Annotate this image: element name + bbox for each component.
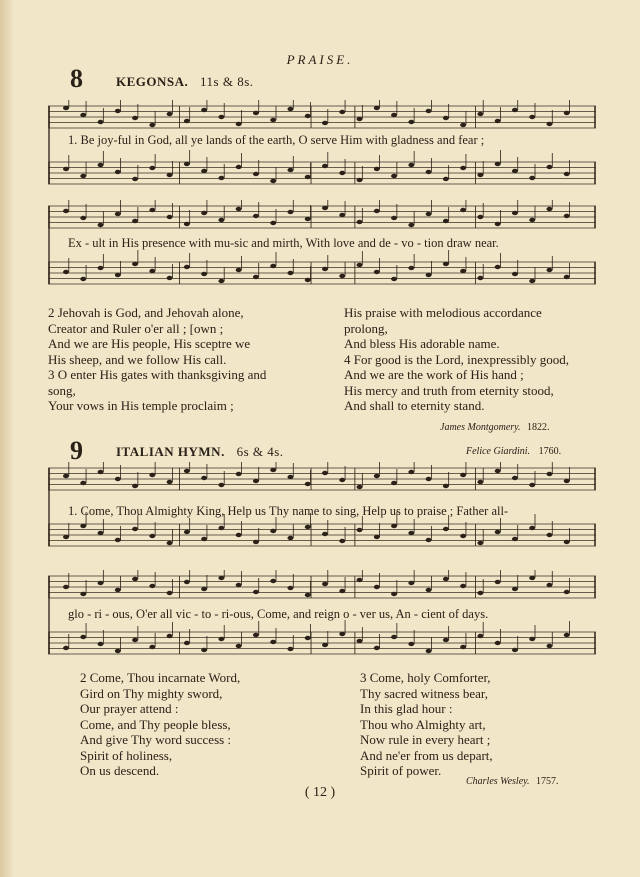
note-head xyxy=(98,581,104,585)
note-head xyxy=(149,208,155,212)
note-head xyxy=(391,174,397,178)
note-head xyxy=(426,273,432,277)
note-head xyxy=(253,111,259,115)
verse-line: Spirit of power. xyxy=(360,763,442,778)
note-head xyxy=(149,473,155,477)
note-head xyxy=(322,267,328,271)
note-head xyxy=(546,268,552,272)
note-head xyxy=(426,170,432,174)
note-head xyxy=(149,534,155,538)
note-head xyxy=(149,269,155,273)
note-head xyxy=(201,108,207,112)
note-head xyxy=(495,265,501,269)
note-head xyxy=(495,469,501,473)
note-head xyxy=(529,576,535,580)
note-head xyxy=(546,165,552,169)
note-head xyxy=(80,481,86,485)
note-head xyxy=(63,474,69,478)
hymn-8-system-1-music xyxy=(48,100,596,198)
note-head xyxy=(374,209,380,213)
note-head xyxy=(149,645,155,649)
note-head xyxy=(477,276,483,280)
verse-line: And shall to eternity stand. xyxy=(344,398,485,413)
note-head xyxy=(322,121,328,125)
note-head xyxy=(270,468,276,472)
note-head xyxy=(391,216,397,220)
verse-line: His praise with melodious accordance xyxy=(344,305,542,320)
note-head xyxy=(201,211,207,215)
note-head xyxy=(546,583,552,587)
note-head xyxy=(115,649,121,653)
verse-line: 4 For good is the Lord, inexpressibly good, xyxy=(344,351,569,367)
verse-line: Spirit of holiness, xyxy=(80,747,173,763)
note-head xyxy=(546,207,552,211)
note-head xyxy=(443,527,449,531)
verse-line: 3 O enter His gates with thanksgiving and xyxy=(48,367,267,382)
note-head xyxy=(546,472,552,476)
note-head xyxy=(270,264,276,268)
note-head xyxy=(495,162,501,166)
hymn-9-number: 9 xyxy=(70,436,83,465)
note-head xyxy=(184,530,190,534)
page-number: ( 12 ) xyxy=(304,785,336,800)
note-head xyxy=(512,272,518,276)
note-head xyxy=(184,469,190,473)
note-head xyxy=(374,535,380,539)
note-head xyxy=(546,533,552,537)
note-head xyxy=(374,167,380,171)
note-head xyxy=(477,480,483,484)
note-head xyxy=(149,584,155,588)
note-head xyxy=(512,169,518,173)
note-head xyxy=(357,117,363,121)
note-head xyxy=(529,176,535,180)
note-head xyxy=(564,172,570,176)
note-head xyxy=(236,644,242,648)
note-head xyxy=(391,277,397,281)
note-head xyxy=(184,580,190,584)
note-head xyxy=(339,539,345,543)
note-head xyxy=(218,115,224,119)
note-head xyxy=(477,173,483,177)
hymn-9-lyrics-line-1: 1. Come, Thou Almighty King, Help us Thy name to sing, Help us to praise ; Father all- xyxy=(68,504,509,518)
note-head xyxy=(184,162,190,166)
verse-line: And we are the work of His hand ; xyxy=(344,367,524,382)
note-head xyxy=(236,122,242,126)
verse-line: Now rule in every heart ; xyxy=(360,732,491,747)
note-head xyxy=(167,541,173,545)
note-head xyxy=(305,175,311,179)
note-head xyxy=(529,637,535,641)
note-head xyxy=(132,638,138,642)
note-head xyxy=(184,265,190,269)
note-head xyxy=(322,471,328,475)
verse-line: 2 Come, Thou incarnate Word, xyxy=(80,670,241,685)
note-head xyxy=(339,632,345,636)
note-head xyxy=(253,633,259,637)
note-head xyxy=(184,119,190,123)
note-head xyxy=(512,537,518,541)
note-head xyxy=(391,635,397,639)
note-head xyxy=(512,108,518,112)
note-head xyxy=(63,209,69,213)
author-name: James Montgomery. xyxy=(440,422,521,433)
verse-line: Thou who Almighty art, xyxy=(360,716,486,732)
note-head xyxy=(253,590,259,594)
hymn-8-lyrics-line-2: Ex - ult in His presence with mu-sic and mirth, With love and de - vo - tion draw near. xyxy=(68,236,499,250)
page-header: PRAISE. xyxy=(286,52,354,67)
verse-line: His sheep, and we follow His call. xyxy=(48,351,227,367)
note-head xyxy=(201,587,207,591)
note-head xyxy=(132,177,138,181)
note-head xyxy=(477,215,483,219)
note-head xyxy=(495,222,501,226)
note-head xyxy=(80,277,86,281)
author-year: 1757. xyxy=(536,776,559,787)
note-head xyxy=(218,637,224,641)
verse-line: Our prayer attend : xyxy=(80,701,179,716)
hymn-8-lyrics-line-1: 1. Be joy-ful in God, all ye lands of the earth, O serve Him with gladness and fear ; xyxy=(68,133,485,147)
note-head xyxy=(564,111,570,115)
note-head xyxy=(322,206,328,210)
note-head xyxy=(391,524,397,528)
note-head xyxy=(426,212,432,216)
note-head xyxy=(236,533,242,537)
note-head xyxy=(115,538,121,542)
note-head xyxy=(512,648,518,652)
note-head xyxy=(564,214,570,218)
note-head xyxy=(374,585,380,589)
note-head xyxy=(564,633,570,637)
note-head xyxy=(357,220,363,224)
note-head xyxy=(115,212,121,216)
note-head xyxy=(305,593,311,597)
note-head xyxy=(512,476,518,480)
note-head xyxy=(477,634,483,638)
note-head xyxy=(443,638,449,642)
note-head xyxy=(460,269,466,273)
note-head xyxy=(357,528,363,532)
note-head xyxy=(339,213,345,217)
note-head xyxy=(287,586,293,590)
note-head xyxy=(546,644,552,648)
note-head xyxy=(564,479,570,483)
note-head xyxy=(132,527,138,531)
note-head xyxy=(98,223,104,227)
note-head xyxy=(253,275,259,279)
note-head xyxy=(253,172,259,176)
note-head xyxy=(357,639,363,643)
note-head xyxy=(564,540,570,544)
note-head xyxy=(132,116,138,120)
note-head xyxy=(426,538,432,542)
hymn-8-verses-right xyxy=(344,305,569,414)
note-head xyxy=(270,640,276,644)
note-head xyxy=(63,646,69,650)
note-head xyxy=(115,477,121,481)
note-head xyxy=(253,214,259,218)
note-head xyxy=(443,262,449,266)
note-head xyxy=(460,473,466,477)
note-head xyxy=(408,470,414,474)
note-head xyxy=(236,207,242,211)
note-head xyxy=(80,113,86,117)
note-head xyxy=(287,475,293,479)
note-head xyxy=(270,221,276,225)
note-head xyxy=(167,276,173,280)
note-head xyxy=(305,114,311,118)
note-head xyxy=(287,107,293,111)
hymn-9-lyrics-line-2: glo - ri - ous, O'er all vic - to - ri-ous, Come, and reign o - ver us, An - cient of days. xyxy=(68,607,489,621)
verse-line: song, xyxy=(48,382,76,398)
note-head xyxy=(408,642,414,646)
note-head xyxy=(374,270,380,274)
note-head xyxy=(115,109,121,113)
note-head xyxy=(426,477,432,481)
note-head xyxy=(98,531,104,535)
note-head xyxy=(357,578,363,582)
note-head xyxy=(98,120,104,124)
note-head xyxy=(443,219,449,223)
note-head xyxy=(495,580,501,584)
note-head xyxy=(270,529,276,533)
note-head xyxy=(357,485,363,489)
note-head xyxy=(408,266,414,270)
note-head xyxy=(443,484,449,488)
note-head xyxy=(477,591,483,595)
note-head xyxy=(98,642,104,646)
note-head xyxy=(287,271,293,275)
verse-line: And give Thy word success : xyxy=(80,732,232,747)
hymn-9-verses-right xyxy=(360,670,493,779)
note-head xyxy=(236,583,242,587)
note-head xyxy=(305,525,311,529)
verse-line: His mercy and truth from eternity stood, xyxy=(344,382,554,398)
note-head xyxy=(460,123,466,127)
note-head xyxy=(322,164,328,168)
hymn-9-verses-left xyxy=(80,670,240,779)
note-head xyxy=(132,577,138,581)
note-head xyxy=(529,115,535,119)
note-head xyxy=(201,537,207,541)
note-head xyxy=(287,168,293,172)
note-head xyxy=(322,582,328,586)
verse-line: 3 Come, holy Comforter, xyxy=(360,670,491,685)
verse-line: prolong, xyxy=(344,320,388,336)
verse-line: 2 Jehovah is God, and Jehovah alone, xyxy=(48,305,244,320)
note-head xyxy=(408,223,414,227)
note-head xyxy=(460,208,466,212)
note-head xyxy=(546,122,552,126)
note-head xyxy=(63,167,69,171)
note-head xyxy=(201,272,207,276)
note-head xyxy=(357,263,363,267)
note-head xyxy=(495,530,501,534)
note-head xyxy=(512,587,518,591)
note-head xyxy=(495,119,501,123)
note-head xyxy=(287,210,293,214)
note-head xyxy=(391,113,397,117)
note-head xyxy=(236,268,242,272)
note-head xyxy=(253,479,259,483)
note-head xyxy=(443,116,449,120)
note-head xyxy=(305,278,311,282)
note-head xyxy=(426,588,432,592)
verse-line: Gird on Thy mighty sword, xyxy=(80,685,223,701)
note-head xyxy=(391,592,397,596)
note-head xyxy=(218,279,224,283)
note-head xyxy=(477,112,483,116)
author-name: Charles Wesley. xyxy=(466,776,530,787)
note-head xyxy=(167,634,173,638)
note-head xyxy=(132,262,138,266)
author-year: 1822. xyxy=(527,422,550,433)
hymn-8-title xyxy=(116,74,254,90)
verse-line: And bless His adorable name. xyxy=(344,336,500,351)
note-head xyxy=(339,171,345,175)
note-head xyxy=(167,112,173,116)
note-head xyxy=(132,484,138,488)
note-head xyxy=(460,534,466,538)
hymn-9-tune-name: ITALIAN HYMN. xyxy=(116,444,225,459)
note-head xyxy=(374,474,380,478)
page-edge-shadow xyxy=(0,0,14,877)
note-head xyxy=(236,472,242,476)
composer-year: 1760. xyxy=(538,446,562,457)
note-head xyxy=(80,592,86,596)
note-head xyxy=(270,579,276,583)
note-head xyxy=(460,645,466,649)
note-head xyxy=(270,118,276,122)
note-head xyxy=(408,163,414,167)
note-head xyxy=(167,480,173,484)
note-head xyxy=(477,541,483,545)
note-head xyxy=(253,540,259,544)
note-head xyxy=(529,279,535,283)
note-head xyxy=(270,179,276,183)
note-head xyxy=(184,222,190,226)
hymn-8-verses-left xyxy=(48,305,266,414)
hymn-9-title xyxy=(116,444,284,460)
note-head xyxy=(287,536,293,540)
note-head xyxy=(63,270,69,274)
note-head xyxy=(218,483,224,487)
hymn-8-author xyxy=(440,422,550,433)
note-head xyxy=(408,120,414,124)
verse-line: On us descend. xyxy=(80,763,160,778)
note-head xyxy=(115,273,121,277)
note-head xyxy=(460,166,466,170)
note-head xyxy=(98,163,104,167)
verse-line: Your vows in His temple proclaim ; xyxy=(48,398,234,413)
note-head xyxy=(63,535,69,539)
note-head xyxy=(305,482,311,486)
note-head xyxy=(63,585,69,589)
hymn-8-number: 8 xyxy=(70,64,83,93)
hymn-9-composer xyxy=(466,446,561,457)
note-head xyxy=(218,526,224,530)
note-head xyxy=(426,109,432,113)
note-head xyxy=(115,588,121,592)
note-head xyxy=(167,591,173,595)
note-head xyxy=(374,646,380,650)
note-head xyxy=(63,106,69,110)
note-head xyxy=(149,166,155,170)
note-head xyxy=(287,647,293,651)
verse-line: Thy sacred witness bear, xyxy=(360,685,488,701)
note-head xyxy=(98,266,104,270)
note-head xyxy=(391,481,397,485)
note-head xyxy=(443,177,449,181)
note-head xyxy=(80,174,86,178)
note-head xyxy=(426,649,432,653)
hymn-8-meter: 11s & 8s. xyxy=(200,74,254,89)
note-head xyxy=(149,123,155,127)
note-head xyxy=(115,170,121,174)
note-head xyxy=(184,641,190,645)
verse-line: Come, and Thy people bless, xyxy=(80,716,231,732)
verse-line: In this glad hour : xyxy=(360,701,453,716)
note-head xyxy=(322,643,328,647)
note-head xyxy=(408,531,414,535)
note-head xyxy=(374,106,380,110)
note-head xyxy=(339,274,345,278)
note-head xyxy=(80,635,86,639)
note-head xyxy=(529,483,535,487)
note-head xyxy=(201,648,207,652)
note-head xyxy=(322,532,328,536)
verse-line: And we are His people, His sceptre we xyxy=(48,336,251,351)
note-head xyxy=(201,169,207,173)
note-head xyxy=(564,590,570,594)
verse-line: And ne'er from us depart, xyxy=(360,747,493,763)
note-head xyxy=(218,576,224,580)
hymn-9-meter: 6s & 4s. xyxy=(236,444,284,459)
note-head xyxy=(80,524,86,528)
note-head xyxy=(564,275,570,279)
note-head xyxy=(339,589,345,593)
note-head xyxy=(339,478,345,482)
note-head xyxy=(201,476,207,480)
note-head xyxy=(305,636,311,640)
note-head xyxy=(167,173,173,177)
note-head xyxy=(132,219,138,223)
note-head xyxy=(512,211,518,215)
composer-name: Felice Giardini. xyxy=(466,446,531,457)
note-head xyxy=(495,641,501,645)
note-head xyxy=(80,216,86,220)
note-head xyxy=(98,470,104,474)
note-head xyxy=(357,178,363,182)
note-head xyxy=(529,218,535,222)
note-head xyxy=(218,176,224,180)
verse-line: Creator and Ruler o'er all ; [own ; xyxy=(48,320,224,336)
note-head xyxy=(339,110,345,114)
note-head xyxy=(529,526,535,530)
note-head xyxy=(305,217,311,221)
note-head xyxy=(460,584,466,588)
note-head xyxy=(408,581,414,585)
note-head xyxy=(236,165,242,169)
note-head xyxy=(443,577,449,581)
note-head xyxy=(167,215,173,219)
hymn-8-tune-name: KEGONSA. xyxy=(116,74,189,89)
note-head xyxy=(218,218,224,222)
